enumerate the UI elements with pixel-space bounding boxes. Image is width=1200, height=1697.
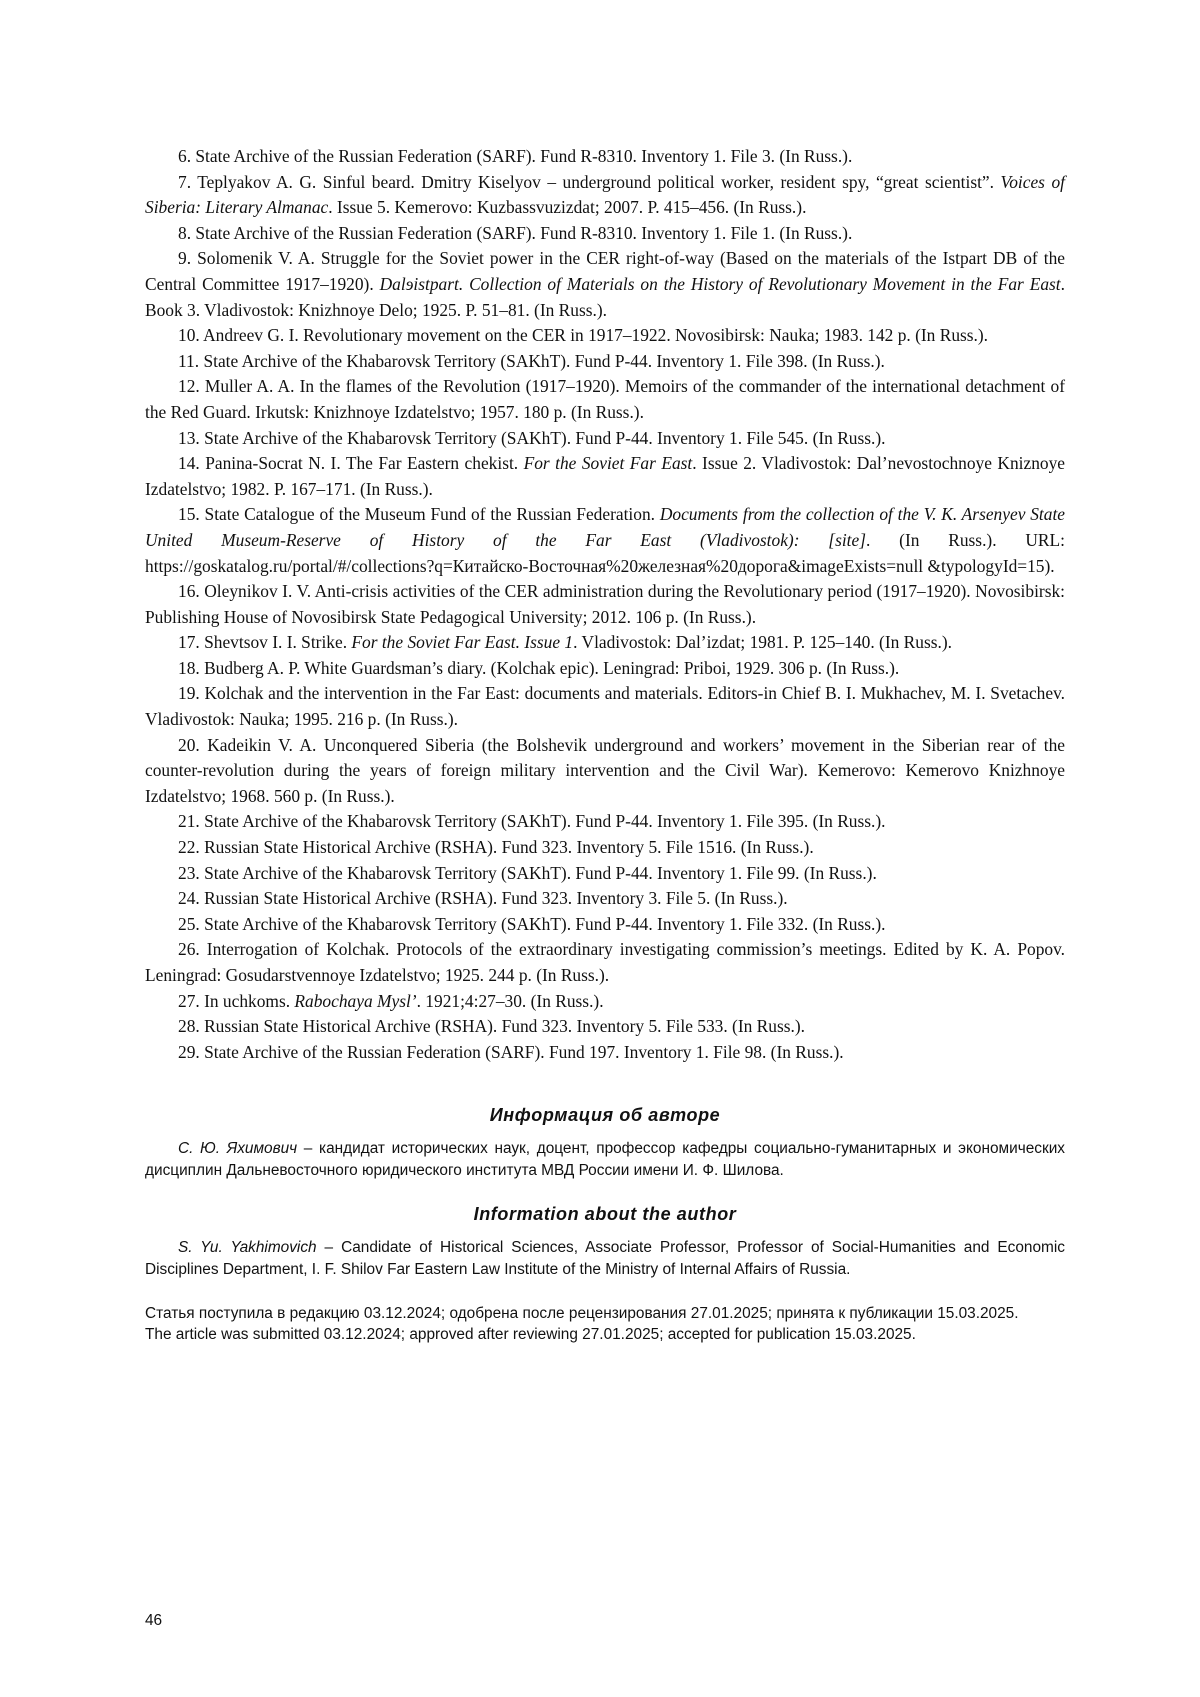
reference-item (145, 989, 1065, 1015)
reference-item: 16. Oleynikov I. V. Anti-crisis activities of the CER administration during the Revolutionary period (1917–1920). Novosibirsk: Publishing House of Novosibirsk State Pedagogical University; 2012. 106 p. (In Russ.). (145, 579, 1065, 630)
reference-text: . Book 3. Vladivostok: Knizhnoye Delo; 1925. P. 51–81. (In Russ.). (145, 274, 1065, 320)
article-dates-ru: Статья поступила в редакцию 03.12.2024; одобрена после рецензирования 27.01.2025; принята к публикации 15.03.2025. (145, 1303, 1065, 1324)
reference-item: 11. State Archive of the Khabarovsk Territory (SAKhT). Fund P-44. Inventory 1. File 398. (In Russ.). (145, 349, 1065, 375)
reference-item: 13. State Archive of the Khabarovsk Territory (SAKhT). Fund P-44. Inventory 1. File 545. (In Russ.). (145, 426, 1065, 452)
reference-item: 26. Interrogation of Kolchak. Protocols of the extraordinary investigating commission’s meetings. Edited by K. A. Popov. Leningrad: Gosudarstvennoye Izdatelstvo; 1925. 244 p. (In Russ.). (145, 937, 1065, 988)
page-number: 46 (145, 1612, 162, 1630)
reference-item: 18. Budberg A. P. White Guardsman’s diary. (Kolchak epic). Leningrad: Priboi, 1929. 306 p. (In Russ.). (145, 656, 1065, 682)
reference-item: 6. State Archive of the Russian Federation (SARF). Fund R-8310. Inventory 1. File 3. (In Russ.). (145, 144, 1065, 170)
author-info-ru-heading: Информация об авторе (145, 1105, 1065, 1126)
reference-item: 24. Russian State Historical Archive (RSHA). Fund 323. Inventory 3. File 5. (In Russ.). (145, 886, 1065, 912)
reference-item: 8. State Archive of the Russian Federation (SARF). Fund R-8310. Inventory 1. File 1. (In Russ.). (145, 221, 1065, 247)
reference-item: 12. Muller A. A. In the flames of the Revolution (1917–1920). Memoirs of the commander of the international detachment of the Red Guard. Irkutsk: Knizhnoye Izdatelstvo; 1957. 180 p. (In Russ.). (145, 374, 1065, 425)
reference-item: 25. State Archive of the Khabarovsk Territory (SAKhT). Fund P-44. Inventory 1. File 332. (In Russ.). (145, 912, 1065, 938)
reference-item: 20. Kadeikin V. A. Unconquered Siberia (the Bolshevik underground and workers’ movement in the Siberian rear of the counter-revolution during the years of foreign military intervention and the Civil War). Kemerovo: Kemerovo Knizhnoye Izdatelstvo; 1968. 560 p. (In Russ.). (145, 733, 1065, 810)
article-dates (145, 1303, 1065, 1345)
reference-source-title: Documents from the collection of the V. K. Arsenyev State United Museum-Reserve of History of the Far East (Vladivostok): [site] (145, 504, 1065, 550)
reference-text: 17. Shevtsov I. I. Strike. (178, 632, 351, 652)
reference-item: 23. State Archive of the Khabarovsk Territory (SAKhT). Fund P-44. Inventory 1. File 99. (In Russ.). (145, 861, 1065, 887)
reference-list (145, 144, 1065, 1065)
author-info-ru-text (145, 1138, 1065, 1182)
reference-item: 21. State Archive of the Khabarovsk Territory (SAKhT). Fund P-44. Inventory 1. File 395. (In Russ.). (145, 809, 1065, 835)
author-info-en-text (145, 1237, 1065, 1281)
reference-text: 9. Solomenik V. A. Struggle for the Soviet power in the CER right-of-way (Based on the materials of the Istpart DB of the Central Committee 1917–1920). (145, 248, 1065, 294)
author-info-en (145, 1204, 1065, 1281)
reference-text: . 1921;4:27–30. (In Russ.). (417, 991, 604, 1011)
reference-item: 19. Kolchak and the intervention in the Far East: documents and materials. Editors-in Chief B. I. Mukhachev, M. I. Svetachev. Vladivostok: Nauka; 1995. 216 p. (In Russ.). (145, 681, 1065, 732)
reference-source-title: For the Soviet Far East (524, 453, 693, 473)
reference-source-title: Rabochaya Mysl’ (294, 991, 416, 1011)
author-ru-description: – кандидат исторических наук, доцент, профессор кафедры социально-гуманитарных и экономических дисциплин Дальневосточного юридического института МВД России имени И. Ф. Шилова. (145, 1140, 1065, 1179)
reference-text: . (In Russ.). URL: https://goskatalog.ru/portal/#/collections?q=Китайско-Восточная%20железная%20дорога&imageExists=null &typologyId=15). (145, 530, 1065, 576)
author-en-description: – Candidate of Historical Sciences, Associate Professor, Professor of Social-Humanities and Economic Disciplines Department, I. F. Shilov Far Eastern Law Institute of the Ministry of Internal Affairs of Russia. (145, 1239, 1065, 1278)
reference-item (145, 246, 1065, 323)
reference-source-title: Dalɘistpart. Collection of Materials on the History of Revolutionary Movement in the Far East (380, 274, 1061, 294)
author-ru-name: С. Ю. Яхимович (178, 1140, 297, 1157)
reference-text: . Vladivostok: Dal’izdat; 1981. P. 125–140. (In Russ.). (573, 632, 952, 652)
reference-text: 7. Teplyakov A. G. Sinful beard. Dmitry Kiselyov – underground political worker, resident spy, “great scientist”. (178, 172, 1001, 192)
author-info-en-heading: Information about the author (145, 1204, 1065, 1225)
reference-source-title: For the Soviet Far East. Issue 1 (351, 632, 573, 652)
reference-item (145, 451, 1065, 502)
reference-item: 29. State Archive of the Russian Federation (SARF). Fund 197. Inventory 1. File 98. (In Russ.). (145, 1040, 1065, 1066)
author-en-name: S. Yu. Yakhimovich (178, 1239, 317, 1256)
reference-item (145, 170, 1065, 221)
author-info-ru (145, 1105, 1065, 1182)
reference-item: 22. Russian State Historical Archive (RSHA). Fund 323. Inventory 5. File 1516. (In Russ.). (145, 835, 1065, 861)
reference-item: 10. Andreev G. I. Revolutionary movement on the CER in 1917–1922. Novosibirsk: Nauka; 1983. 142 p. (In Russ.). (145, 323, 1065, 349)
page-content (145, 144, 1065, 1345)
article-dates-en: The article was submitted 03.12.2024; approved after reviewing 27.01.2025; accepted for publication 15.03.2025. (145, 1324, 1065, 1345)
reference-text: . Issue 5. Kemerovo: Kuzbassvuzizdat; 2007. P. 415–456. (In Russ.). (328, 197, 806, 217)
reference-text: 15. State Catalogue of the Museum Fund of the Russian Federation. (178, 504, 660, 524)
reference-item: 28. Russian State Historical Archive (RSHA). Fund 323. Inventory 5. File 533. (In Russ.). (145, 1014, 1065, 1040)
reference-item (145, 630, 1065, 656)
reference-item (145, 502, 1065, 579)
reference-text: 14. Panina-Socrat N. I. The Far Eastern chekist. (178, 453, 524, 473)
reference-source-title: Voices of Siberia: Literary Almanac (145, 172, 1065, 218)
reference-text: . Issue 2. Vladivostok: Dal’nevostochnoye Kniznoye Izdatelstvo; 1982. P. 167–171. (In Russ.). (145, 453, 1065, 499)
reference-text: 27. In uchkoms. (178, 991, 294, 1011)
